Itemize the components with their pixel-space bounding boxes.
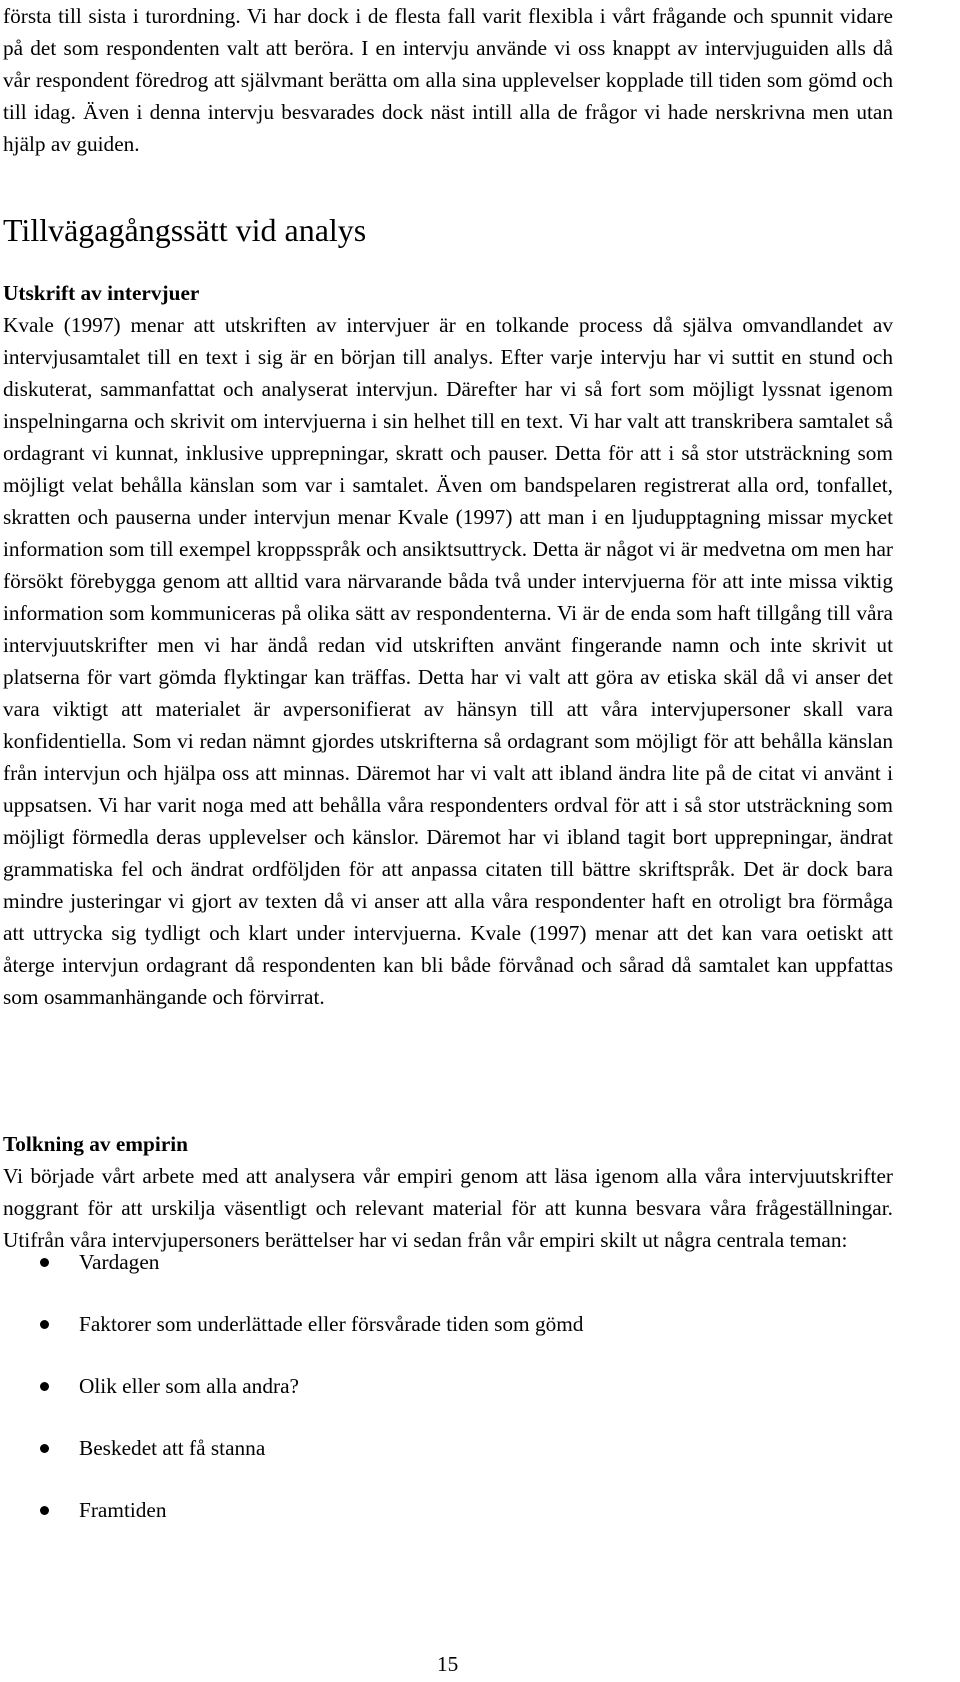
bullet-icon — [40, 1382, 49, 1391]
list-item-label: Olik eller som alla andra? — [79, 1374, 299, 1398]
list-item — [0, 1432, 900, 1494]
list-item — [0, 1246, 900, 1308]
subsection-heading-tolkning: Tolkning av empirin — [3, 1132, 189, 1156]
theme-list — [0, 1246, 900, 1556]
subsection-heading-utskrift: Utskrift av intervjuer — [3, 281, 200, 305]
section-heading: Tillvägagångssätt vid analys — [3, 212, 367, 248]
list-item-label: Framtiden — [79, 1498, 167, 1522]
list-item — [0, 1308, 900, 1370]
tolkning-paragraph: Vi började vårt arbete med att analysera vår empiri genom att läsa igenom alla våra intervjuutskrifter noggrant för att urskilja väsentligt och relevant material för att kunna besvara våra frågeställningar. Utifrån våra intervjupersoners berättelser har vi sedan från vår empiri skilt ut några centrala teman: — [3, 1164, 893, 1252]
list-item-label: Vardagen — [79, 1250, 160, 1274]
bullet-icon — [40, 1320, 49, 1329]
list-item — [0, 1370, 900, 1432]
list-item-label: Faktorer som underlättade eller försvårade tiden som gömd — [79, 1312, 584, 1336]
list-item — [0, 1494, 900, 1556]
bullet-icon — [40, 1258, 49, 1267]
utskrift-paragraph: Kvale (1997) menar att utskriften av intervjuer är en tolkande process då själva omvandlandet av intervjusamtalet till en text i sig är en början till analys. Efter varje intervju har vi suttit en stund och diskuterat, sammanfattat och analyserat intervjun. Därefter har vi så fort som möjligt lyssnat igenom inspelningarna och skrivit om intervjuerna i sin helhet till en text. Vi har valt att transkribera samtalet så ordagrant vi kunnat, inklusive upprepningar, skratt och pauser. Detta för att i så stor utsträckning som möjligt velat behålla känslan som var i samtalet. Även om bandspelaren registrerat alla ord, tonfallet, skratten och pauserna under intervjun menar Kvale (1997) att man i en ljudupptagning missar mycket information som till exempel kroppsspråk och ansiktsuttryck. Detta är något vi är medvetna om men har försökt förebygga genom att alltid vara närvarande båda två under intervjuerna för att inte missa viktig information som kommuniceras på olika sätt av respondenterna. Vi är de enda som haft tillgång till våra intervjuutskrifter men vi har ändå redan vid utskriften använt fingerande namn och inte skrivit ut platserna för vart gömda flyktingar kan träffas. Detta har vi valt att göra av etiska skäl då vi anser det vara viktigt att materialet är avpersonifierat av hänsyn till att våra intervjupersoner skall vara konfidentiella. Som vi redan nämnt gjordes utskrifterna så ordagrant som möjligt för att behålla känslan från intervjun och hjälpa oss att minnas. Däremot har vi valt att ibland ändra lite på de citat vi använt i uppsatsen. Vi har varit noga med att behålla våra respondenters ordval för att i så stor utsträckning som möjligt förmedla deras upplevelser och känslor. Däremot har vi ibland tagit bort upprepningar, ändrat grammatiska fel och ändrat ordföljden för att anpassa citaten till bättre skriftspråk. Det är dock bara mindre justeringar vi gjort av texten då vi anser att alla våra respondenter haft en otroligt bra förmåga att uttrycka sig tydligt och klart under intervjuerna. Kvale (1997) menar att det kan vara oetiskt att återge intervjun ordagrant då respondenten kan bli både förvånad och sårad då samtalet kan uppfattas som osammanhängande och förvirrat. — [3, 313, 893, 1009]
bullet-icon — [40, 1506, 49, 1515]
page-number: 15 — [437, 1652, 459, 1676]
bullet-icon — [40, 1444, 49, 1453]
intro-paragraph: första till sista i turordning. Vi har dock i de flesta fall varit flexibla i vårt frågande och spunnit vidare på det som respondenten valt att beröra. I en intervju använde vi oss knappt av intervjuguiden alls då vår respondent föredrog att självmant berätta om alla sina upplevelser kopplade till tiden som gömd och till idag. Även i denna intervju besvarades dock näst intill alla de frågor vi hade nerskrivna men utan hjälp av guiden. — [3, 4, 893, 156]
list-item-label: Beskedet att få stanna — [79, 1436, 266, 1460]
